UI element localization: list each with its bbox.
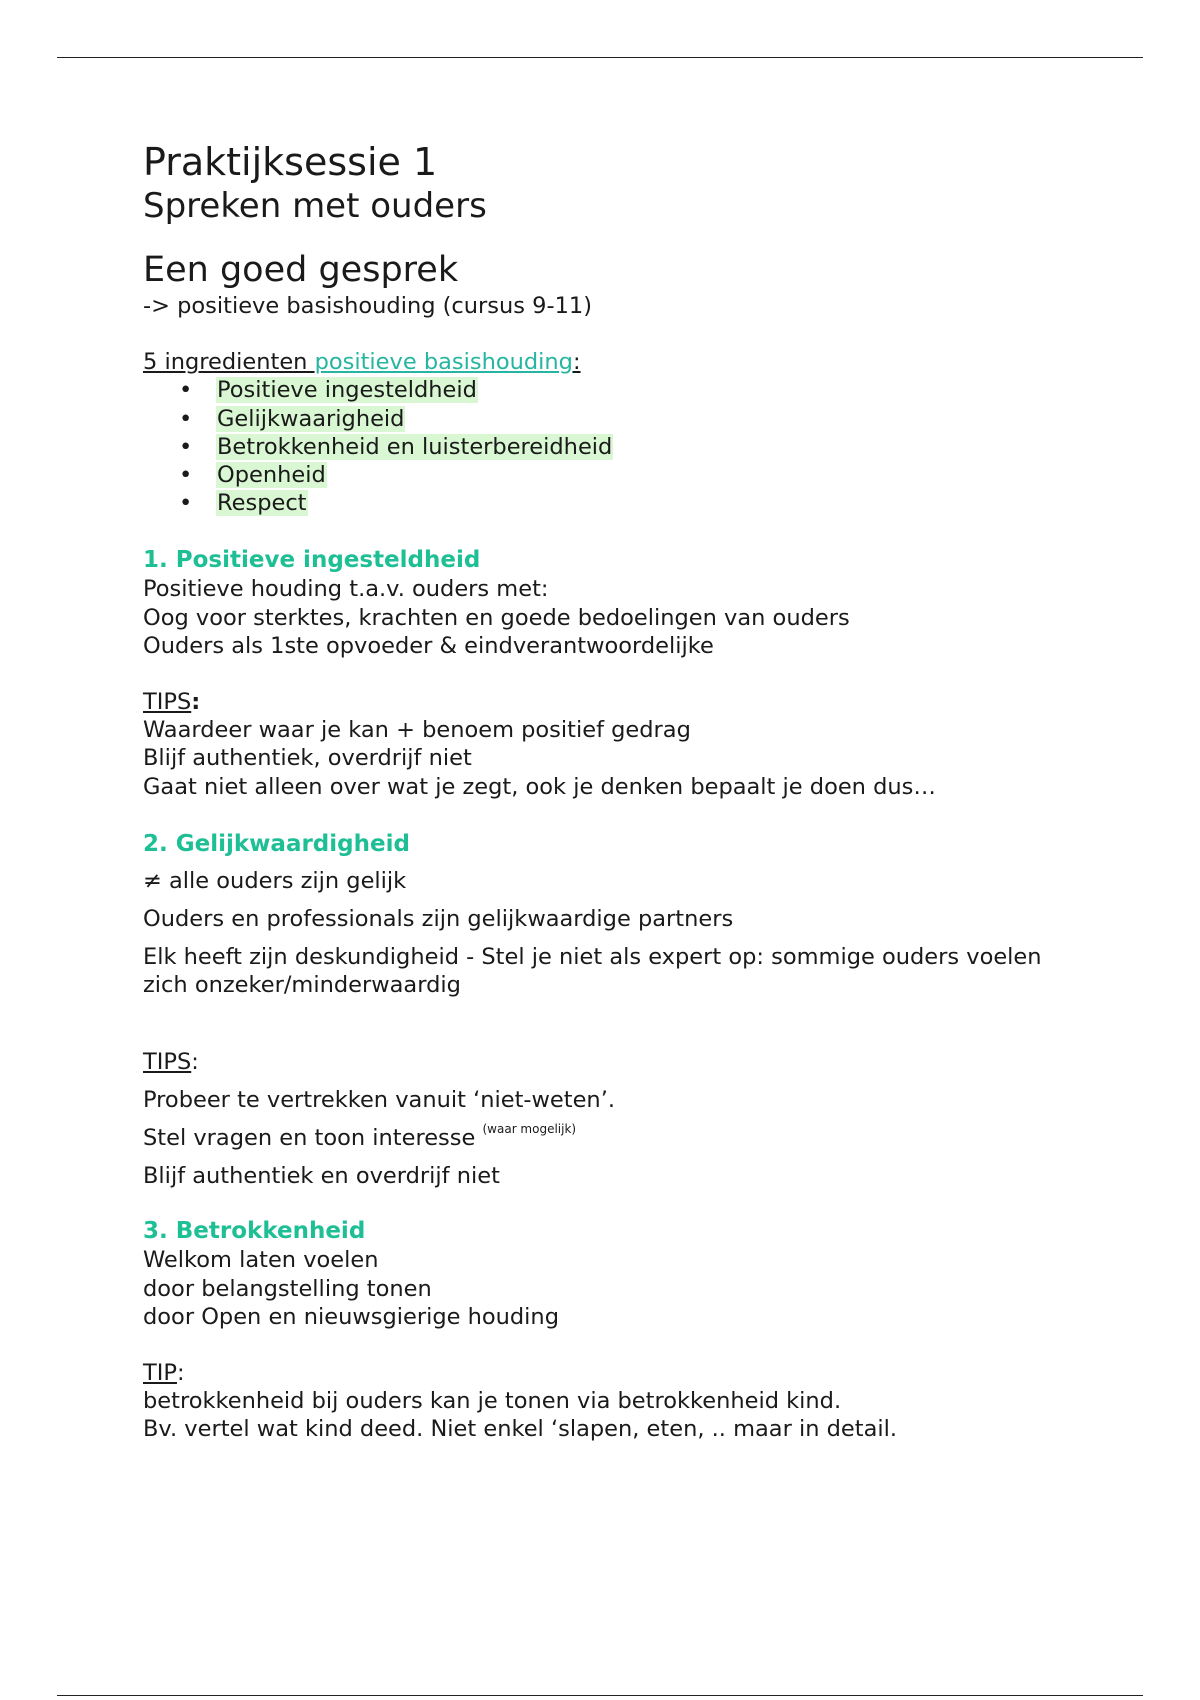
section3-line: door Open en nieuwsgierige houding: [143, 1303, 559, 1330]
spacer: [143, 1200, 1093, 1216]
top-rule: [57, 57, 1143, 58]
section2-tips-label: [143, 1048, 1093, 1076]
ingredients-label: [143, 348, 1093, 376]
bullet: •: [179, 377, 193, 404]
list-item: [143, 461, 1093, 489]
basishouding-link[interactable]: positieve basishouding: [314, 349, 573, 376]
spacer: [143, 320, 1093, 348]
ingredients-list: [143, 376, 1093, 517]
section3-tip: betrokkenheid bij ouders kan je tonen via betrokkenheid kind.: [143, 1388, 842, 1415]
section2-line: Elk heeft zijn deskundigheid - Stel je niet als expert op: sommige ouders voelen zich onzeker/minderwaardig: [143, 944, 1042, 999]
bullet: •: [179, 462, 193, 489]
section2-tip: Probeer te vertrekken vanuit ‘niet-weten’.: [143, 1086, 615, 1113]
section1-line: Ouders als 1ste opvoeder & eindverantwoordelijke: [143, 632, 714, 659]
list-item: [143, 433, 1093, 461]
list-item-text: Openheid: [217, 462, 326, 489]
bottom-rule: [57, 1695, 1143, 1696]
section2-tip: [143, 1124, 1093, 1152]
section2-line: ≠ alle ouders zijn gelijk: [143, 867, 407, 894]
tips-label: TIPS: [143, 1048, 192, 1075]
spacer: [143, 1331, 1093, 1359]
section1-heading: 1. Positieve ingesteldheid: [143, 547, 481, 574]
spacer: [143, 801, 1093, 829]
section2-tip: Blijf authentiek en overdrijf niet: [143, 1163, 500, 1190]
tip-label: TIP: [143, 1360, 177, 1387]
section2-tip-note: (waar mogelijk): [482, 1122, 577, 1137]
section-intro: -> positieve basishouding (cursus 9-11): [143, 293, 593, 319]
list-item: [143, 489, 1093, 517]
section1-line: Oog voor sterktes, krachten en goede bedoelingen van ouders: [143, 604, 850, 631]
spacer: [143, 517, 1093, 545]
tips-label: TIPS: [143, 689, 192, 716]
list-item: [143, 405, 1093, 433]
section1-tip: Gaat niet alleen over wat je zegt, ook je denken bepaalt je doen dus…: [143, 773, 936, 800]
bullet: •: [179, 490, 193, 517]
ingredients-label-prefix: 5 ingredienten: [143, 349, 315, 376]
section3-tip-label: [143, 1359, 1093, 1387]
section-title: Een goed gesprek: [143, 250, 459, 290]
section1-line: Positieve houding t.a.v. ouders met:: [143, 576, 549, 603]
list-item: [143, 376, 1093, 404]
list-item-text: Gelijkwaarigheid: [217, 405, 405, 432]
list-item-text: Betrokkenheid en luisterbereidheid: [217, 433, 613, 460]
section2-line: Ouders en professionals zijn gelijkwaardige partners: [143, 906, 734, 933]
section3-line: Welkom laten voelen: [143, 1247, 379, 1274]
tip-colon: :: [176, 1360, 185, 1387]
bullet: •: [179, 405, 193, 432]
spacer: [143, 1010, 1093, 1048]
section3-tip: Bv. vertel wat kind deed. Niet enkel ‘slapen, eten, .. maar in detail.: [143, 1416, 898, 1443]
section3-heading: 3. Betrokkenheid: [143, 1218, 366, 1245]
section1-tip: Blijf authentiek, overdrijf niet: [143, 745, 472, 772]
tips-colon: :: [191, 1048, 199, 1075]
section2-heading: 2. Gelijkwaardigheid: [143, 830, 410, 857]
ingredients-label-suffix: :: [572, 349, 581, 376]
page-title: Praktijksessie 1: [143, 140, 438, 184]
document-body: [143, 140, 1093, 1444]
bullet: •: [179, 433, 193, 460]
list-item-text: Respect: [217, 490, 307, 517]
section3-line: door belangstelling tonen: [143, 1275, 432, 1302]
section1-tips-label: [143, 688, 1093, 716]
section1-tip: Waardeer waar je kan + benoem positief gedrag: [143, 717, 691, 744]
page-subtitle: Spreken met ouders: [143, 186, 487, 226]
list-item-text: Positieve ingesteldheid: [217, 377, 477, 404]
spacer: [143, 660, 1093, 688]
tips-colon: :: [191, 689, 201, 716]
section2-tip-text: Stel vragen en toon interesse: [143, 1125, 483, 1152]
